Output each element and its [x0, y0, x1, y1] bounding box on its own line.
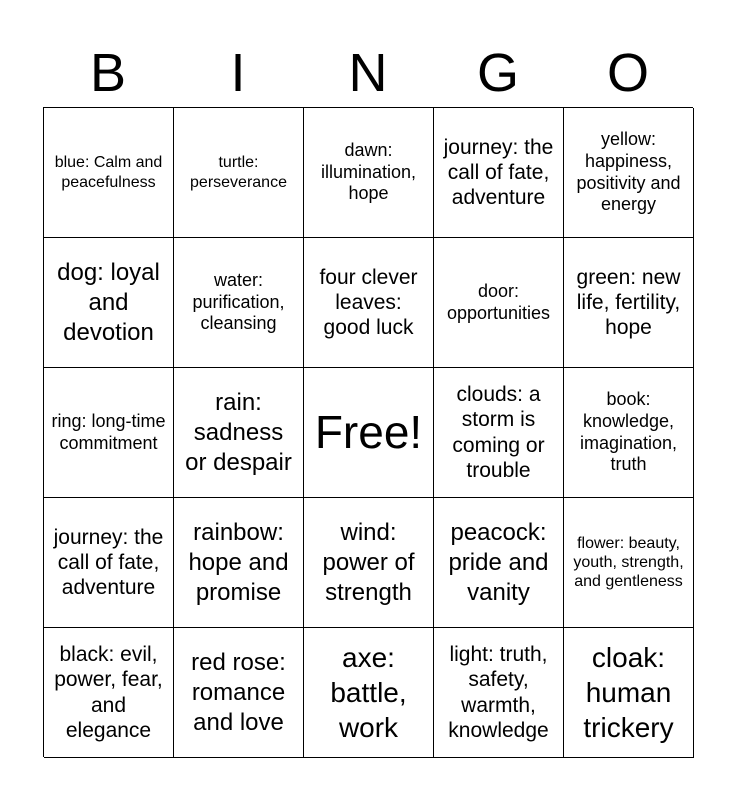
bingo-cell[interactable]: rain: sadness or despair	[174, 368, 304, 498]
bingo-cell[interactable]: clouds: a storm is coming or trouble	[434, 368, 564, 498]
bingo-cell[interactable]: wind: power of strength	[304, 498, 434, 628]
bingo-cell[interactable]: black: evil, power, fear, and elegance	[44, 628, 174, 758]
bingo-header	[43, 38, 693, 108]
bingo-cell[interactable]: journey: the call of fate, adventure	[434, 108, 564, 238]
bingo-cell[interactable]: four clever leaves: good luck	[304, 238, 434, 368]
bingo-cell[interactable]: blue: Calm and peacefulness	[44, 108, 174, 238]
bingo-cell[interactable]: book: knowledge, imagination, truth	[564, 368, 694, 498]
bingo-cell[interactable]: ring: long-time commitment	[44, 368, 174, 498]
bingo-cell[interactable]: green: new life, fertility, hope	[564, 238, 694, 368]
bingo-cell[interactable]: dawn: illumination, hope	[304, 108, 434, 238]
header-letter-n: N	[348, 43, 388, 103]
bingo-cell[interactable]: door: opportunities	[434, 238, 564, 368]
bingo-cell[interactable]: flower: beauty, youth, strength, and gentleness	[564, 498, 694, 628]
bingo-cell[interactable]: red rose: romance and love	[174, 628, 304, 758]
bingo-cell[interactable]: turtle: perseverance	[174, 108, 304, 238]
bingo-cell[interactable]: water: purification, cleansing	[174, 238, 304, 368]
bingo-cell[interactable]: journey: the call of fate, adventure	[44, 498, 174, 628]
header-letter-b: B	[89, 43, 127, 103]
header-letter-g: G	[476, 43, 519, 103]
bingo-cell[interactable]: cloak: human trickery	[564, 628, 694, 758]
bingo-cell[interactable]: light: truth, safety, warmth, knowledge	[434, 628, 564, 758]
header-letter-i: I	[230, 43, 246, 103]
bingo-cell[interactable]: dog: loyal and devotion	[44, 238, 174, 368]
header-letter-o: O	[606, 43, 649, 103]
bingo-cell[interactable]: peacock: pride and vanity	[434, 498, 564, 628]
bingo-board	[43, 107, 693, 757]
free-space[interactable]: Free!	[304, 368, 434, 498]
bingo-cell[interactable]: axe: battle, work	[304, 628, 434, 758]
bingo-cell[interactable]: rainbow: hope and promise	[174, 498, 304, 628]
bingo-cell[interactable]: yellow: happiness, positivity and energy	[564, 108, 694, 238]
